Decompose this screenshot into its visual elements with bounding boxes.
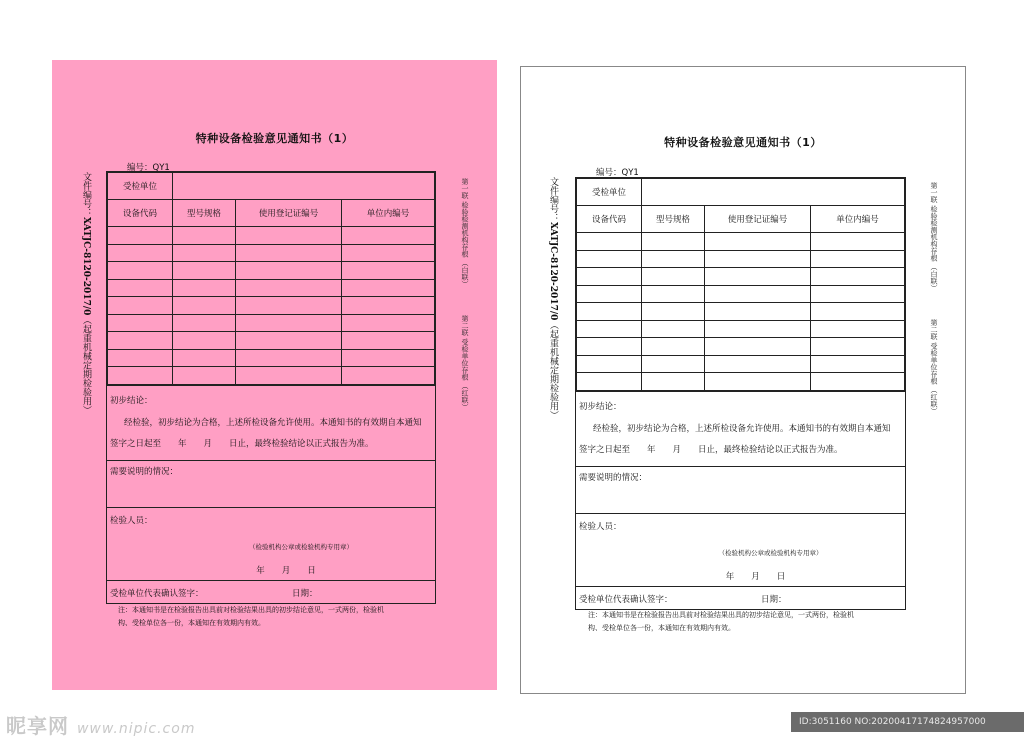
table-row	[577, 355, 905, 373]
watermark-id-bar: ID:3051160 NO:20200417174824957000	[791, 712, 1024, 732]
table-row	[108, 367, 435, 385]
representative-section[interactable]	[576, 586, 905, 610]
side-note-first-copy: 第一联 检验检测机构存根 （白联）	[461, 178, 469, 288]
file-purpose: （起重机械定期检验用）	[81, 315, 91, 415]
column-header: 单位内编号	[811, 206, 905, 233]
file-purpose: （起重机械定期检验用）	[548, 320, 558, 420]
column-header: 单位内编号	[342, 200, 435, 227]
table-row	[577, 250, 905, 268]
conclusion-line-2: 签字之日起至 年 月 日止，最终检验结论以正式报告为准。	[110, 438, 374, 449]
footnote	[588, 609, 854, 635]
representative-label: 受检单位代表确认签字：	[579, 594, 673, 605]
unit-label: 受检单位	[577, 179, 642, 206]
table-row	[108, 244, 435, 262]
column-header: 型号规格	[642, 206, 705, 233]
conclusion-label: 初步结论：	[579, 401, 622, 412]
table-row	[577, 338, 905, 356]
conclusion-label: 初步结论：	[110, 395, 153, 406]
table-row	[577, 233, 905, 251]
explain-section[interactable]	[107, 460, 435, 507]
table-row	[108, 332, 435, 350]
file-code: XATJC-8120-2017/0	[81, 217, 91, 316]
table-row	[108, 262, 435, 280]
seal-text: （检验机构公章或检验机构专用章）	[718, 548, 823, 557]
column-header: 型号规格	[173, 200, 236, 227]
conclusion-section	[576, 391, 905, 466]
table-row	[108, 297, 435, 315]
footnote-line-2: 构、受检单位各一份，本通知在有效期内有效。	[588, 624, 735, 632]
side-note-first-copy: 第一联 检验检测机构存根 （白联）	[930, 182, 938, 292]
inspection-date: 年 月 日	[256, 565, 316, 576]
side-note-second-copy: 第二联 受检单位存根 （红联）	[461, 315, 469, 411]
seal-text: （检验机构公章或检验机构专用章）	[249, 542, 353, 551]
column-header: 设备代码	[577, 206, 642, 233]
unit-label: 受检单位	[108, 173, 173, 200]
equipment-table	[107, 172, 435, 385]
form-title: 特种设备检验意见通知书（1）	[195, 132, 354, 145]
form-sheet-pink	[52, 60, 497, 690]
column-header: 设备代码	[108, 200, 173, 227]
unit-value-cell[interactable]	[642, 179, 905, 206]
side-note-second-copy: 第二联 受检单位存根 （红联）	[930, 319, 938, 415]
column-header: 使用登记证编号	[705, 206, 811, 233]
table-row	[577, 285, 905, 303]
inspector-label: 检验人员：	[110, 515, 153, 526]
watermark-url: www.nipic.com	[76, 721, 196, 737]
table-row	[577, 303, 905, 321]
equipment-table	[576, 178, 905, 391]
inspection-date: 年 月 日	[725, 571, 786, 582]
form-sheet-white	[520, 66, 966, 694]
file-number-vertical	[80, 172, 92, 414]
representative-section[interactable]	[107, 580, 435, 604]
file-number-label: 文件编号：	[548, 177, 558, 222]
footnote-line-2: 构、受检单位各一份，本通知在有效期内有效。	[118, 619, 265, 627]
table-row	[108, 314, 435, 332]
column-header: 使用登记证编号	[236, 200, 342, 227]
explain-label: 需要说明的情况：	[579, 472, 648, 483]
inspection-form	[106, 171, 436, 604]
file-number-label: 文件编号：	[81, 172, 91, 217]
representative-date-label: 日期：	[761, 594, 787, 605]
file-code: XATJC-8120-2017/0	[548, 222, 558, 321]
form-number: 编号：QY1	[596, 168, 639, 178]
watermark-logo	[6, 710, 195, 739]
conclusion-line-2: 签字之日起至 年 月 日止，最终检验结论以正式报告为准。	[579, 444, 843, 455]
footnote-line-1: 注：本通知书是在检验报告出具前对检验结果出具的初步结论意见，一式两份，检验机	[118, 606, 384, 614]
representative-date-label: 日期：	[292, 588, 318, 599]
watermark-logo-text: 昵享网	[6, 714, 69, 738]
explain-section[interactable]	[576, 466, 905, 513]
table-row	[577, 373, 905, 391]
table-row	[108, 279, 435, 297]
footnote-line-1: 注：本通知书是在检验报告出具前对检验结果出具的初步结论意见，一式两份，检验机	[588, 611, 854, 619]
inspector-label: 检验人员：	[579, 521, 622, 532]
table-row	[108, 227, 435, 245]
inspection-form	[575, 177, 906, 610]
table-row	[108, 349, 435, 367]
conclusion-line-1: 经检验，初步结论为合格，上述所检设备允许使用。本通知书的有效期自本通知	[593, 423, 891, 434]
inspector-section[interactable]	[576, 513, 905, 586]
form-number: 编号：QY1	[127, 163, 170, 173]
explain-label: 需要说明的情况：	[110, 466, 179, 477]
representative-label: 受检单位代表确认签字：	[110, 588, 204, 599]
unit-value-cell[interactable]	[173, 173, 435, 200]
table-row	[577, 268, 905, 286]
conclusion-line-1: 经检验，初步结论为合格，上述所检设备允许使用。本通知书的有效期自本通知	[124, 417, 422, 428]
table-row	[577, 320, 905, 338]
conclusion-section	[107, 385, 435, 460]
footnote	[118, 604, 384, 630]
form-title: 特种设备检验意见通知书（1）	[664, 136, 822, 149]
inspector-section[interactable]	[107, 507, 435, 580]
file-number-vertical	[547, 177, 559, 419]
